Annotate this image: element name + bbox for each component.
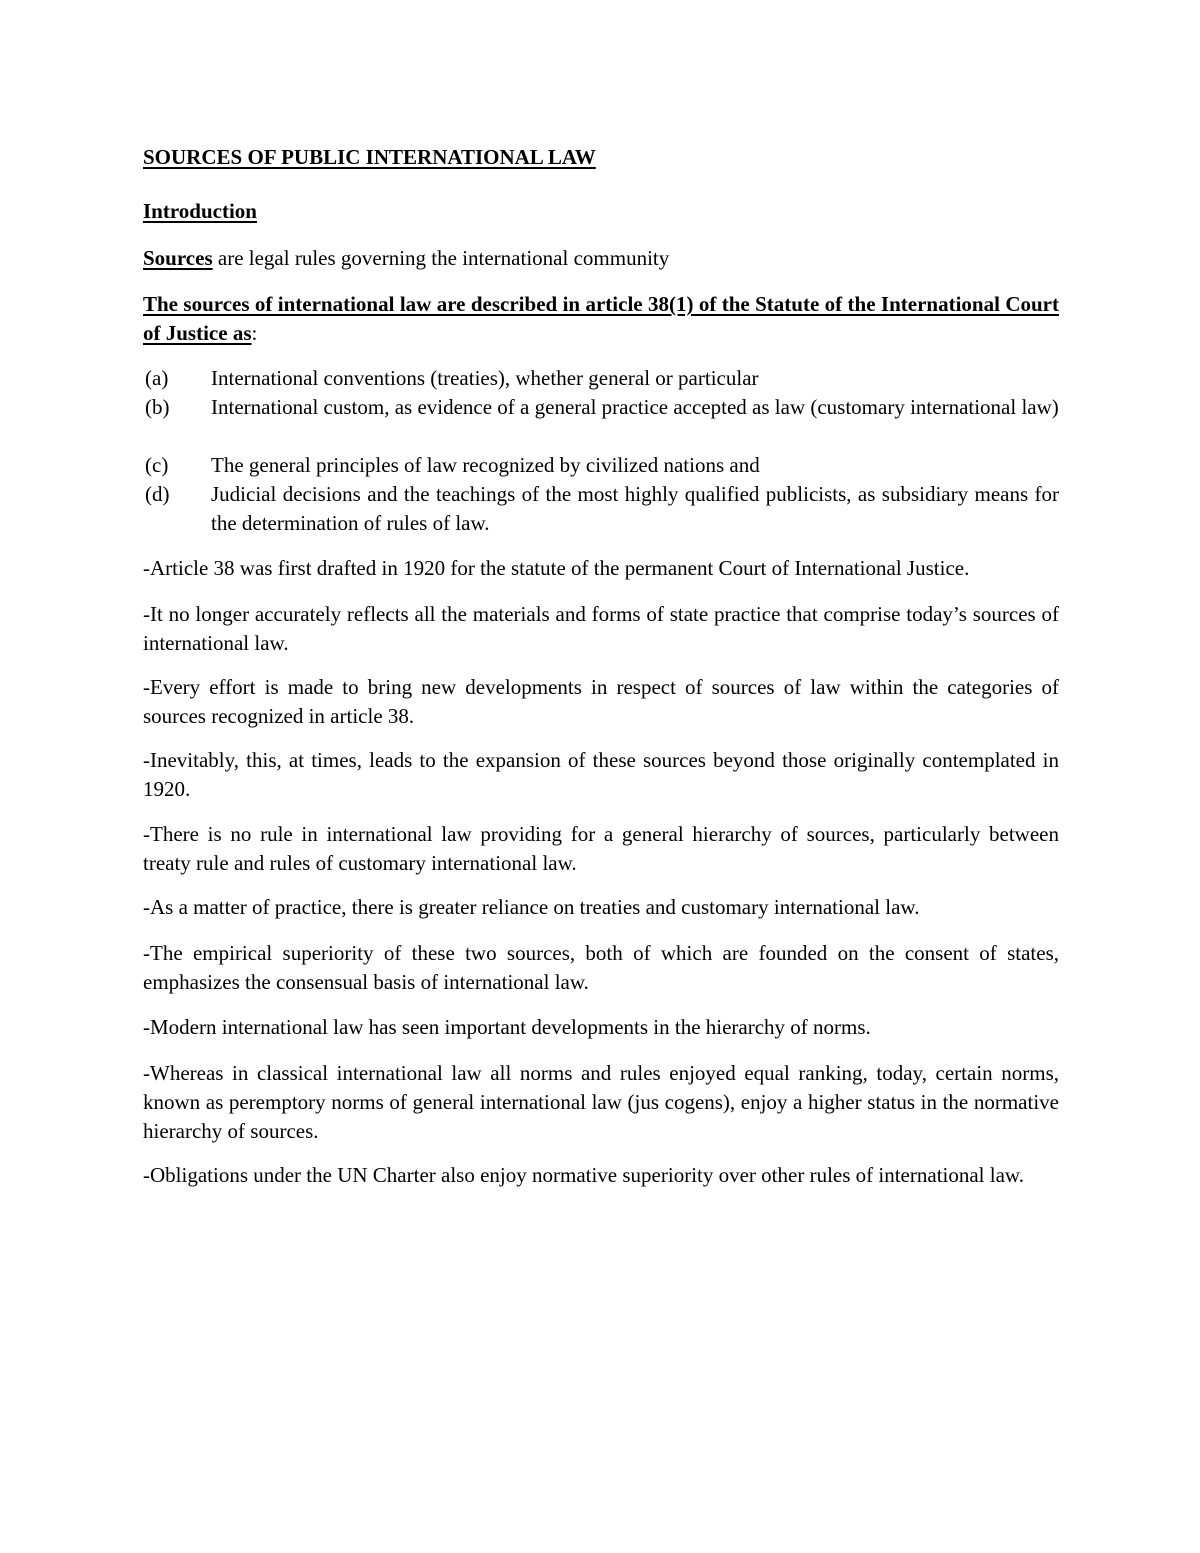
paragraph: -Obligations under the UN Charter also enjoy normative superiority over other rules of international law. [143,1163,1024,1187]
list-marker: (b) [145,395,170,419]
list-item [143,364,1059,393]
paragraph: -Every effort is made to bring new developments in respect of sources of law within the categories of sources recognized in article 38. [143,675,1059,728]
article-lead-text: The sources of international law are described in article 38(1) of the Statute of the International Court of Justice as [143,292,1059,345]
list-text: The general principles of law recognized by civilized nations and [211,453,760,477]
paragraph: -Modern international law has seen important developments in the hierarchy of norms. [143,1015,871,1039]
intro-heading: Introduction [143,199,257,223]
definition-term: Sources [143,246,213,270]
list-marker: (c) [145,453,169,477]
article-lead-colon: : [251,321,258,345]
document-title: SOURCES OF PUBLIC INTERNATIONAL LAW [143,145,596,169]
list-text: Judicial decisions and the teachings of the most highly qualified publicists, as subsidiary means for the determination of rules of law. [211,482,1059,535]
list-marker: (a) [145,366,169,390]
paragraph: -The empirical superiority of these two sources, both of which are founded on the consent of states, emphasizes the consensual basis of international law. [143,941,1059,994]
list-text: International custom, as evidence of a general practice accepted as law (customary international law) [211,395,1059,419]
list-item [143,393,1059,422]
list-item [143,480,1059,538]
paragraph: -It no longer accurately reflects all the materials and forms of state practice that comprise today’s sources of international law. [143,602,1059,655]
article-lead [143,290,1059,348]
paragraph: -Inevitably, this, at times, leads to the expansion of these sources beyond those originally contemplated in 1920. [143,748,1059,801]
paragraph: -As a matter of practice, there is greater reliance on treaties and customary international law. [143,895,920,919]
list-text: International conventions (treaties), whether general or particular [211,366,759,390]
definition-line [143,244,1059,273]
list-marker: (d) [145,482,170,506]
paragraph: -Whereas in classical international law all norms and rules enjoyed equal ranking, today, certain norms, known as peremptory norms of general international law (jus cogens), enjoy a higher status in the normative hierarchy of sources. [143,1061,1059,1143]
paragraph: -Article 38 was first drafted in 1920 for the statute of the permanent Court of International Justice. [143,556,970,580]
paragraph: -There is no rule in international law providing for a general hierarchy of sources, particularly between treaty rule and rules of customary international law. [143,822,1059,875]
list-item [143,451,1059,480]
definition-text: are legal rules governing the international community [212,246,670,270]
